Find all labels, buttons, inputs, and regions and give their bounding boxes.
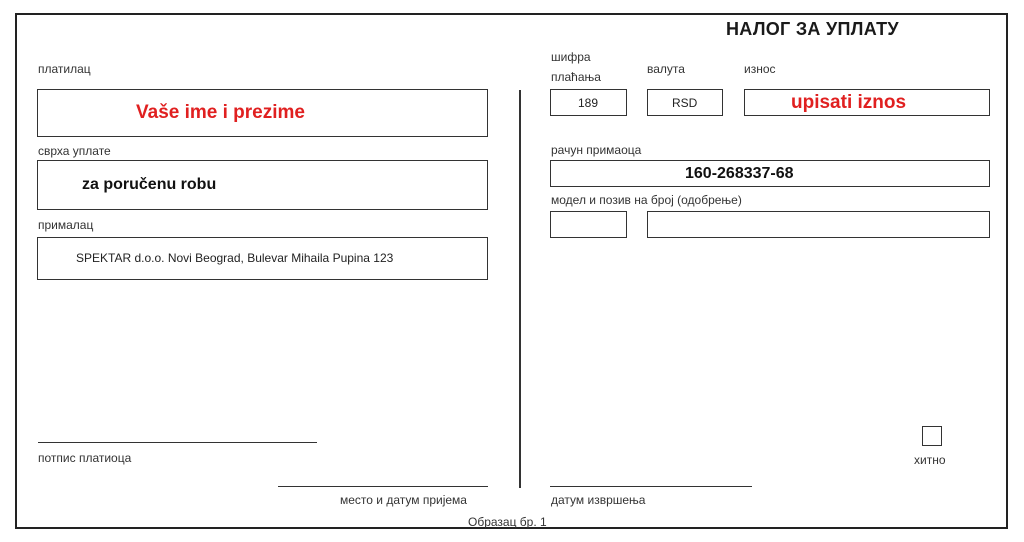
payer-value: Vaše ime i prezime: [136, 102, 305, 123]
payer-field[interactable]: [37, 89, 488, 137]
account-label: рачун примаоца: [551, 143, 642, 157]
payer-label: платилац: [38, 62, 91, 76]
execution-date-line: [550, 486, 752, 487]
account-field[interactable]: [550, 160, 990, 187]
amount-label: износ: [744, 62, 776, 76]
payment-code-field[interactable]: [550, 89, 627, 116]
currency-field[interactable]: [647, 89, 723, 116]
recipient-value: SPEKTAR d.o.o. Novi Beograd, Bulevar Mihaila Pupina 123: [76, 251, 394, 265]
payment-code-value: 189: [578, 96, 599, 110]
account-value: 160-268337-68: [685, 165, 794, 182]
amount-field[interactable]: [744, 89, 990, 116]
payment-code-label-line2: плаћања: [551, 70, 601, 84]
model-reference-label: модел и позив на број (одобрење): [551, 193, 742, 207]
payment-code-label-line1: шифра: [551, 50, 591, 64]
purpose-label: сврха уплате: [38, 144, 111, 158]
currency-value: RSD: [672, 96, 698, 110]
model-field[interactable]: [550, 211, 627, 238]
purpose-value: za poručenu robu: [82, 176, 217, 193]
urgent-checkbox[interactable]: [922, 426, 942, 446]
execution-date-label: датум извршења: [551, 493, 646, 507]
amount-value: upisati iznos: [791, 92, 907, 113]
form-number: Образац бр. 1: [468, 515, 547, 529]
purpose-field[interactable]: [37, 160, 488, 210]
urgent-label: хитно: [914, 453, 946, 467]
form-title: НАЛОГ ЗА УПЛАТУ: [726, 19, 899, 39]
signature-label: потпис платиоца: [38, 451, 132, 465]
column-divider: [519, 90, 521, 488]
currency-label: валута: [647, 62, 685, 76]
signature-line: [38, 442, 317, 443]
recipient-label: прималац: [38, 218, 94, 232]
place-date-label: место и датум пријема: [340, 493, 467, 507]
place-date-line: [278, 486, 488, 487]
recipient-field[interactable]: [37, 237, 488, 280]
reference-number-field[interactable]: [647, 211, 990, 238]
